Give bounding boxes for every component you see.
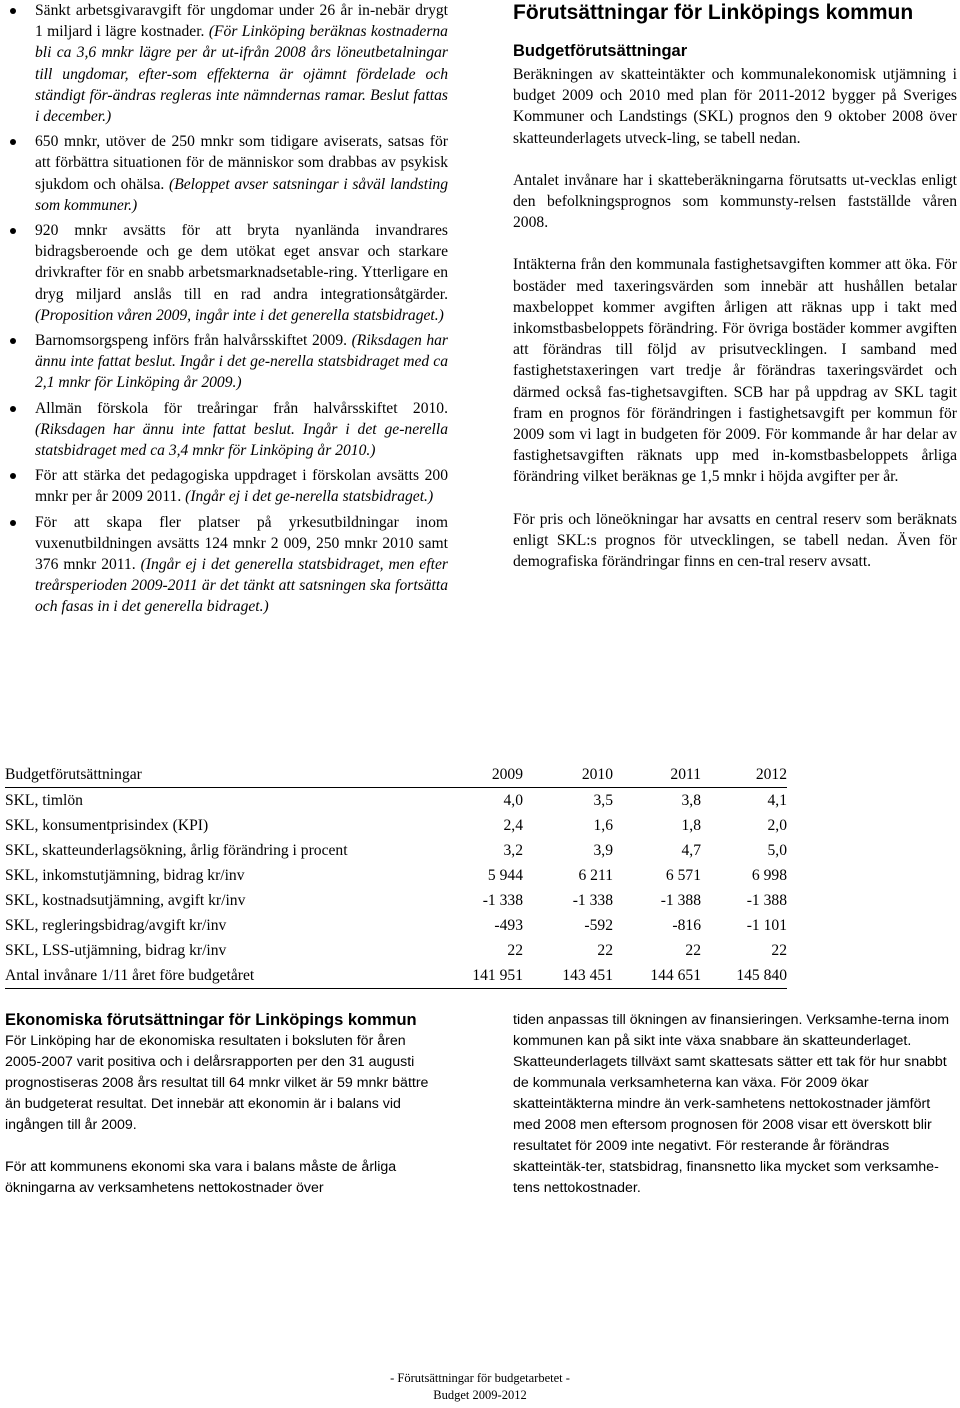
paragraph: Antalet invånare har i skatteberäkningarna förutsatts ut-vecklas enligt den befolkningsprognos som kommunsty-relsen fastställde våren 2008. xyxy=(513,171,957,232)
bullet-icon xyxy=(10,228,16,234)
paragraph: Beräkningen av skatteintäkter och kommunalekonomisk utjämning i budget 2009 och 2010 med plan för 2011-2012 bygger på Sveriges Kommuner och Landstings (SKL) prognos den 9 oktober 2008 över skatteunderlagets utveck-ling, se tabell nedan. xyxy=(513,66,957,147)
table-cell: 5,0 xyxy=(767,842,787,859)
budget-assumptions-table xyxy=(5,762,787,989)
paragraph: För Linköping har de ekonomiska resultaten i boksluten för åren 2005-2007 varit positiva och i delårsrapporten per den 31 augusti prognostiseras 2008 års resultat till 64 mnkr vilket är 59 mnkr bättre än budgeterat resultat. Det innebär att ekonomin är i balans vid ingången till år 2009. xyxy=(5,1033,429,1133)
list-item xyxy=(8,465,448,507)
row-label: SKL, LSS-utjämning, bidrag kr/inv xyxy=(5,942,227,959)
bullet-icon xyxy=(10,473,16,479)
table-row xyxy=(5,938,787,963)
bullet-icon xyxy=(10,8,16,14)
economic-conditions-continued xyxy=(513,1010,957,1199)
left-column xyxy=(8,0,448,622)
table-cell: 3,8 xyxy=(681,792,701,809)
table-cell: 22 xyxy=(685,942,701,959)
bullet-note: (Ingår ej i det generella statsbidraget, men efter treårsperioden 2009-2011 är det tänkt att satsningen ska fortsätta och fasas in i det generella bidraget.) xyxy=(35,556,448,616)
table-row xyxy=(5,863,787,888)
paragraph: För att kommunens ekonomi ska vara i balans måste de årliga ökningarna av verksamhetens nettokostnader över xyxy=(5,1159,397,1196)
bullet-icon xyxy=(10,338,16,344)
table-cell: -1 388 xyxy=(746,892,787,909)
table-header-cell: 2010 xyxy=(581,766,613,783)
table-cell: 141 951 xyxy=(472,967,523,984)
table-cell: 6 211 xyxy=(578,867,613,884)
list-item xyxy=(8,398,448,462)
subsection-title: Budgetförutsättningar xyxy=(513,42,688,60)
table-cell: 4,0 xyxy=(503,792,523,809)
right-column xyxy=(513,0,957,593)
table-cell: 1,6 xyxy=(593,817,613,834)
bullet-note: (Ingår ej i det ge-nerella statsbidraget.) xyxy=(185,488,434,506)
table-cell: 22 xyxy=(597,942,613,959)
bullet-icon xyxy=(10,406,16,412)
table-cell: 3,5 xyxy=(593,792,613,809)
table-cell: 6 571 xyxy=(665,867,701,884)
reform-bullet-list xyxy=(8,0,448,618)
bullet-text: Sänkt arbetsgivaravgift för ungdomar under 26 år in-nebär drygt 1 miljard i lägre kostnader. xyxy=(35,2,448,41)
bullet-text: Barnomsorgspeng införs från halvårsskiftet 2009. xyxy=(35,332,352,350)
table-cell: 4,7 xyxy=(681,842,701,859)
row-label: Antal invånare 1/11 året före budgetåret xyxy=(5,967,255,984)
table-cell: -493 xyxy=(494,917,523,934)
bullet-note: (Riksdagen har ännu inte fattat beslut. Ingår i det ge-nerella statsbidraget med ca 2,1 mnkr för Linköping år 2009.) xyxy=(35,332,448,392)
row-label: SKL, skatteunderlagsökning, årlig förändring i procent xyxy=(5,842,348,859)
table-cell: 3,9 xyxy=(593,842,613,859)
table-cell: -1 101 xyxy=(746,917,787,934)
footer-line: Budget 2009-2012 xyxy=(433,1388,527,1402)
table-header-cell: 2011 xyxy=(670,766,701,783)
table-header-cell: Budgetförutsättningar xyxy=(5,766,142,783)
list-item xyxy=(8,0,448,127)
table-header-cell: 2009 xyxy=(491,766,523,783)
table-cell: -592 xyxy=(584,917,613,934)
bullet-text: 650 mnkr, utöver de 250 mnkr som tidigare aviserats, satsas för att förbättra situationen för de människor som drabbas av psykisk sjukdom och ohälsa. xyxy=(35,133,448,193)
table-cell: 3,2 xyxy=(503,842,523,859)
table-cell: 144 651 xyxy=(650,967,701,984)
list-item xyxy=(8,512,448,618)
table-cell: 2,0 xyxy=(767,817,787,834)
bullet-note: (Riksdagen har ännu inte fattat beslut. Ingår i det ge-nerella statsbidraget med ca 3,4 mnkr för Linköping år 2010.) xyxy=(35,420,448,460)
table-cell: 6 998 xyxy=(751,867,787,884)
table-cell: -816 xyxy=(672,917,701,934)
bullet-text: 920 mnkr avsätts för att bryta nyanlända invandrares bidragsberoende och ge dem utökat eget ansvar och starkare drivkrafter för en snabb arbetsmarknadsetable-ring. Ytterligare en dryg miljard anslås till en rad andra integrationsåtgärder. xyxy=(35,222,448,303)
bullet-text: Allmän förskola för treåringar från halvårsskiftet 2010. xyxy=(35,399,448,417)
list-item xyxy=(8,330,448,394)
table-cell: -1 338 xyxy=(572,892,613,909)
row-label: SKL, regleringsbidrag/avgift kr/inv xyxy=(5,917,227,934)
table-row xyxy=(5,963,787,989)
economic-conditions-section xyxy=(5,1010,445,1220)
table-row xyxy=(5,788,787,814)
bullet-icon xyxy=(10,139,16,145)
bullet-text: För att stärka det pedagogiska uppdraget i förskolan avsätts 200 mnkr per år 2009 2011. xyxy=(35,467,448,506)
table-cell: 1,8 xyxy=(681,817,701,834)
row-label: SKL, kostnadsutjämning, avgift kr/inv xyxy=(5,892,246,909)
bullet-icon xyxy=(10,520,16,526)
table-row xyxy=(5,888,787,913)
table-row xyxy=(5,838,787,863)
bullet-note: (Beloppet avser satsningar i såväl landsting som kommuner.) xyxy=(35,175,448,214)
list-item xyxy=(8,220,448,326)
table-cell: 22 xyxy=(507,942,523,959)
page-footer xyxy=(330,1370,630,1404)
table-header-row xyxy=(5,762,787,788)
paragraph: Intäkterna från den kommunala fastighetsavgiften kommer att öka. För bostäder med taxeringsvärden som innebär att hushållen betalar maxbeloppet kommer avgiften årligen att räknas upp i takt med inkomstbasbeloppets förändring. För övriga bostäder kommer avgiften att förändras till följd av prisutvecklingen. I samband med fastighetstaxeringen vart tredje år förändras taxeringsvärdet och därmed också fas-tighetsavgiften. SCB har på uppdrag av SKL tagit fram en prognos för förändringen i fastighetsavgift per kommun för 2009 som vi lagt in budgeten för 2009. För kommande år har delar av fastighetsavgiften räknats upp med in-komstbasbeloppets årliga förändring vilket beräknas ge 1,5 mnkr i höjda avgifter per år. xyxy=(513,256,957,486)
bullet-text: För att skapa fler platser på yrkesutbildningar inom vuxenutbildningen avsätts 124 mnkr 2 009, 250 mnkr 2010 samt 376 mnkr 2011. xyxy=(35,513,448,574)
table-cell: -1 388 xyxy=(660,892,701,909)
table-cell: 145 840 xyxy=(736,967,787,984)
table-row xyxy=(5,813,787,838)
section-title: Förutsättningar för Linköpings kommun xyxy=(513,1,914,24)
table-cell: 2,4 xyxy=(503,817,523,834)
paragraph: tiden anpassas till ökningen av finansieringen. Verksamhe-terna inom kommunen kan på sikt inte växa snabbare än skatteunderlaget. Skatteunderlagets tillväxt samt skattesats sätter ett tak för hur snabbt de kommunala verksamheterna kan växa. För 2009 ökar skatteintäkterna mindre än verk-samhetens nettokostnader jämfört med 2008 men eftersom prognosen för 2008 visar ett överskott blir resultatet för 2009 inte negativt. För resterande år förändras skatteintäk-ter, statsbidrag, finansnetto lika mycket som verksamhe-tens nettokostnader. xyxy=(513,1012,950,1196)
table-cell: 143 451 xyxy=(562,967,613,984)
row-label: SKL, timlön xyxy=(5,792,83,809)
table-cell: -1 338 xyxy=(482,892,523,909)
table-cell: 5 944 xyxy=(487,867,523,884)
paragraph: För pris och löneökningar har avsatts en central reserv som beräknats enligt SKL:s prognos för utvecklingen, se tabell nedan. Även för demografiska förändringar finns en cen-tral reserv avsatt. xyxy=(513,510,957,571)
table-cell: 22 xyxy=(771,942,787,959)
section-heading: Ekonomiska förutsättningar för Linköpings kommun xyxy=(5,1011,417,1029)
footer-line: - Förutsättningar för budgetarbetet - xyxy=(390,1371,570,1385)
bullet-note: (För Linköping beräknas kostnaderna bli ca 3,6 mnkr lägre per år ut-ifrån 2008 års löneutbetalningar till ungdomar, efter-som effekterna är ojämnt fördelade och ständigt för-ändras regleras inte nämndernas ramar. Beslut fattas i december.) xyxy=(35,23,448,126)
row-label: SKL, inkomstutjämning, bidrag kr/inv xyxy=(5,867,245,884)
table-cell: 4,1 xyxy=(767,792,787,809)
row-label: SKL, konsumentprisindex (KPI) xyxy=(5,817,209,834)
bullet-note: (Proposition våren 2009, ingår inte i det generella statsbidraget.) xyxy=(35,306,444,324)
table-row xyxy=(5,913,787,938)
table-header-cell: 2012 xyxy=(755,766,787,783)
list-item xyxy=(8,131,448,216)
